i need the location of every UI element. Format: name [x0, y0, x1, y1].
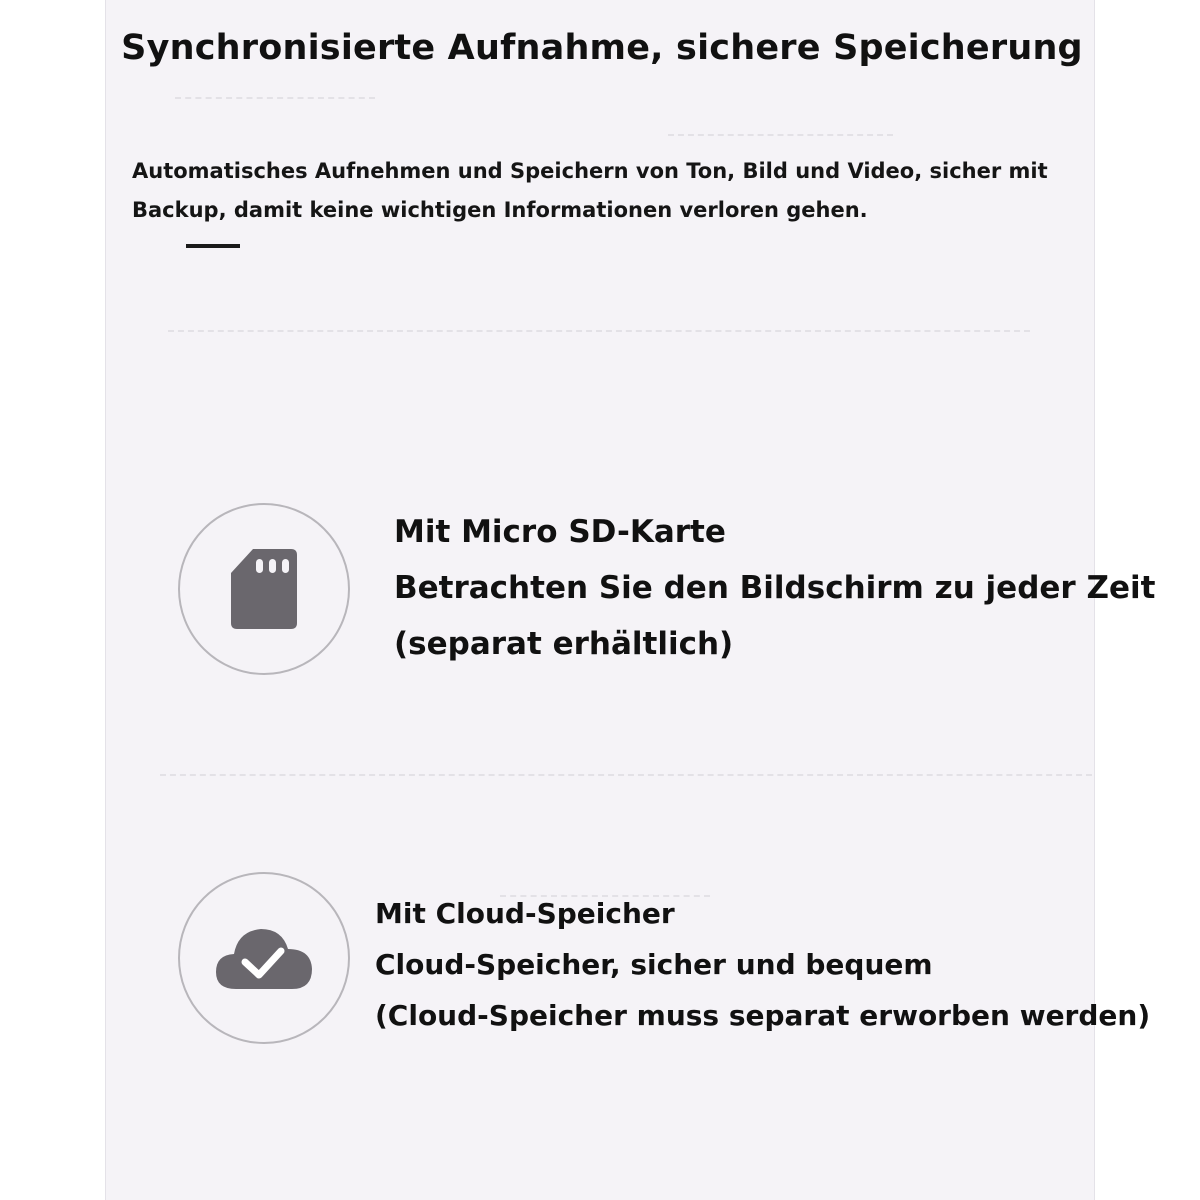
cloud-check-icon	[214, 925, 314, 991]
section-divider	[160, 774, 1092, 776]
feature-sd-card	[394, 504, 1155, 672]
decorative-divider	[668, 134, 893, 136]
section-divider	[168, 330, 1030, 332]
feature-cloud-title: Mit Cloud-Speicher	[375, 897, 675, 930]
page-title: Synchronisierte Aufnahme, sichere Speicherung	[121, 28, 1083, 68]
feature-cloud-note: (Cloud-Speicher muss separat erworben werden)	[375, 999, 1151, 1032]
decorative-divider	[175, 97, 375, 99]
feature-sd-card-subtitle: Betrachten Sie den Bildschirm zu jeder Zeit	[394, 570, 1156, 606]
sd-card-icon	[229, 547, 299, 631]
sd-card-icon-circle	[178, 503, 350, 675]
description-text: Automatisches Aufnehmen und Speichern von Ton, Bild und Video, sicher mit Backup, damit keine wichtigen Informationen verloren gehen.	[132, 159, 1048, 222]
feature-sd-card-title: Mit Micro SD-Karte	[394, 514, 726, 550]
cloud-icon-circle	[178, 872, 350, 1044]
feature-cloud-subtitle: Cloud-Speicher, sicher und bequem	[375, 948, 933, 981]
feature-cloud	[375, 888, 1150, 1041]
feature-sd-card-note: (separat erhältlich)	[394, 626, 734, 662]
accent-bar	[186, 244, 240, 248]
